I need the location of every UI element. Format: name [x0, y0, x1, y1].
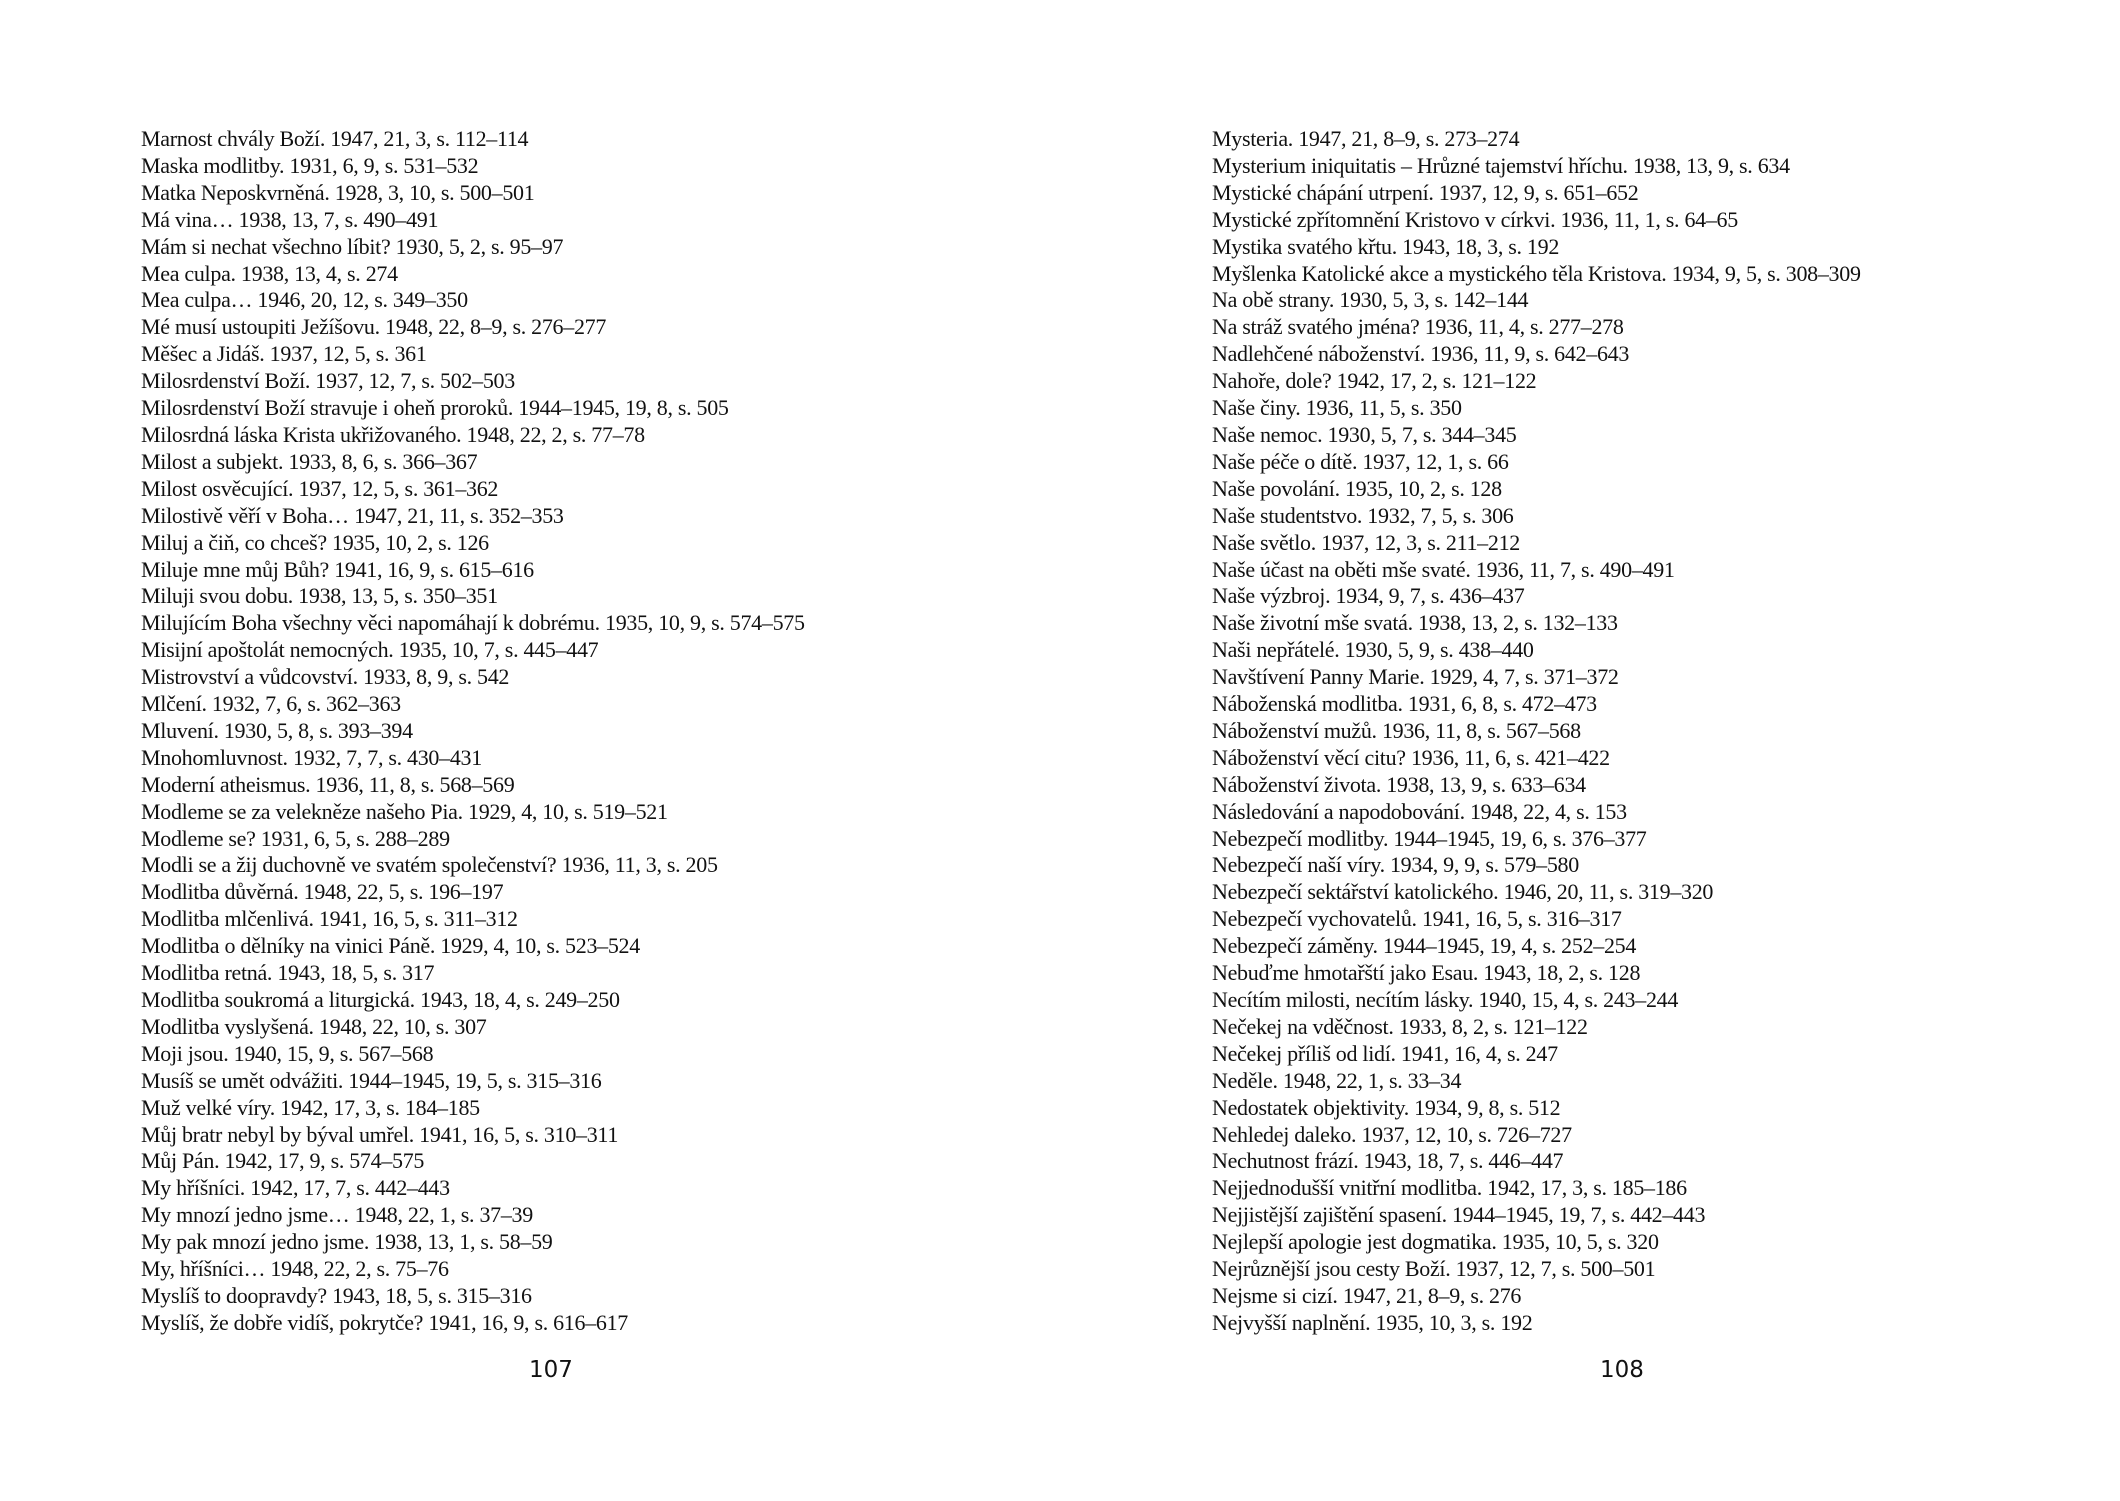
- index-entry: Modlitba soukromá a liturgická. 1943, 18, 4, s. 249–250: [141, 987, 620, 1012]
- index-entry: Myšlenka Katolické akce a mystického těla Kristova. 1934, 9, 5, s. 308–309: [1212, 260, 1861, 286]
- index-entry: Myslíš to doopravdy? 1943, 18, 5, s. 315–316: [141, 1282, 532, 1308]
- index-entry: Milostivě věří v Boha… 1947, 21, 11, s. 352–353: [141, 502, 564, 528]
- index-entry: Matka Neposkvrněná. 1928, 3, 10, s. 500–501: [141, 179, 535, 205]
- index-entry: Milosrdná láska Krista ukřižovaného. 1948, 22, 2, s. 77–78: [141, 421, 645, 447]
- index-entry: Nebezpečí modlitby. 1944–1945, 19, 6, s. 376–377: [1212, 825, 1647, 851]
- index-entry: Na stráž svatého jména? 1936, 11, 4, s. 277–278: [1212, 314, 1624, 340]
- index-entry: Následování a napodobování. 1948, 22, 4, s. 153: [1212, 798, 1627, 824]
- index-entry: Mystické zpřítomnění Kristovo v církvi. 1936, 11, 1, s. 64–65: [1212, 206, 1738, 232]
- index-entry: Můj Pán. 1942, 17, 9, s. 574–575: [141, 1148, 425, 1174]
- index-entry: Muž velké víry. 1942, 17, 3, s. 184–185: [141, 1094, 480, 1120]
- index-entry: Milosrdenství Boží stravuje i oheň proroků. 1944–1945, 19, 8, s. 505: [141, 395, 729, 421]
- index-entry: Naše nemoc. 1930, 5, 7, s. 344–345: [1212, 421, 1517, 447]
- index-entry: Mluvení. 1930, 5, 8, s. 393–394: [141, 717, 413, 743]
- index-entry: Myslíš, že dobře vidíš, pokrytče? 1941, 16, 9, s. 616–617: [141, 1309, 629, 1335]
- index-entry: Mám si nechat všechno líbit? 1930, 5, 2, s. 95–97: [141, 233, 564, 259]
- index-entry: Modleme se? 1931, 6, 5, s. 288–289: [141, 825, 450, 851]
- index-entry: Naše činy. 1936, 11, 5, s. 350: [1212, 395, 1462, 421]
- index-entry: Nečekej na vděčnost. 1933, 8, 2, s. 121–122: [1212, 1013, 1588, 1039]
- index-entry: Modlitba vyslyšená. 1948, 22, 10, s. 307: [141, 1013, 487, 1039]
- index-entry: Nechutnost frází. 1943, 18, 7, s. 446–447: [1212, 1148, 1564, 1174]
- index-entry: My mnozí jedno jsme… 1948, 22, 1, s. 37–39: [141, 1202, 533, 1228]
- left-page: [141, 126, 961, 1337]
- index-entry: Nebezpečí vychovatelů. 1941, 16, 5, s. 316–317: [1212, 906, 1622, 932]
- index-entry: Mysteria. 1947, 21, 8–9, s. 273–274: [1212, 126, 1520, 151]
- index-entry: Musíš se umět odvážiti. 1944–1945, 19, 5, s. 315–316: [141, 1067, 602, 1093]
- index-entry: Nedostatek objektivity. 1934, 9, 8, s. 512: [1212, 1094, 1561, 1120]
- index-entry: Mysterium iniquitatis – Hrůzné tajemství hříchu. 1938, 13, 9, s. 634: [1212, 152, 1790, 178]
- index-entry: Nebezpečí sektářství katolického. 1946, 20, 11, s. 319–320: [1212, 879, 1714, 905]
- index-entry: Misijní apoštolát nemocných. 1935, 10, 7, s. 445–447: [141, 637, 599, 663]
- index-entry: Nejjednodušší vnitřní modlitba. 1942, 17, 3, s. 185–186: [1212, 1175, 1687, 1201]
- index-entry: Nebezpečí naší víry. 1934, 9, 9, s. 579–580: [1212, 852, 1579, 878]
- left-page-number: 107: [529, 1357, 573, 1383]
- index-entry: Naše světlo. 1937, 12, 3, s. 211–212: [1212, 529, 1520, 555]
- index-entry: Moderní atheismus. 1936, 11, 8, s. 568–569: [141, 771, 515, 797]
- index-entry: Mlčení. 1932, 7, 6, s. 362–363: [141, 691, 401, 717]
- index-entry: Náboženství mužů. 1936, 11, 8, s. 567–568: [1212, 717, 1581, 743]
- index-entry: Nejsme si cizí. 1947, 21, 8–9, s. 276: [1212, 1282, 1522, 1308]
- index-entry: Modlitba o dělníky na vinici Páně. 1929, 4, 10, s. 523–524: [141, 933, 640, 959]
- index-entry: Nahoře, dole? 1942, 17, 2, s. 121–122: [1212, 368, 1537, 394]
- index-entry: Modlitba mlčenlivá. 1941, 16, 5, s. 311–312: [141, 906, 518, 932]
- index-entry: Naše péče o dítě. 1937, 12, 1, s. 66: [1212, 448, 1509, 474]
- index-entry: Mea culpa… 1946, 20, 12, s. 349–350: [141, 287, 468, 313]
- index-entry: Nehledej daleko. 1937, 12, 10, s. 726–727: [1212, 1121, 1572, 1147]
- index-entry: Navštívení Panny Marie. 1929, 4, 7, s. 371–372: [1212, 664, 1619, 690]
- index-entry: Nadlehčené náboženství. 1936, 11, 9, s. 642–643: [1212, 341, 1630, 367]
- index-entry: Mea culpa. 1938, 13, 4, s. 274: [141, 260, 398, 286]
- index-entry: Modlitba důvěrná. 1948, 22, 5, s. 196–197: [141, 879, 504, 905]
- index-entry: Miluje mne můj Bůh? 1941, 16, 9, s. 615–616: [141, 556, 534, 582]
- index-entry: Má vina… 1938, 13, 7, s. 490–491: [141, 206, 439, 232]
- index-entry: Náboženství života. 1938, 13, 9, s. 633–634: [1212, 771, 1586, 797]
- index-entry: Mé musí ustoupiti Ježíšovu. 1948, 22, 8–9, s. 276–277: [141, 314, 607, 340]
- index-entry: Naše účast na oběti mše svaté. 1936, 11, 7, s. 490–491: [1212, 556, 1675, 582]
- index-entry: Naše životní mše svatá. 1938, 13, 2, s. 132–133: [1212, 610, 1618, 636]
- right-page: [1212, 126, 2032, 1337]
- index-entry: Necítím milosti, necítím lásky. 1940, 15, 4, s. 243–244: [1212, 987, 1679, 1012]
- index-entry: Miluji svou dobu. 1938, 13, 5, s. 350–351: [141, 583, 498, 609]
- index-entry: Modli se a žij duchovně ve svatém společenství? 1936, 11, 3, s. 205: [141, 852, 718, 878]
- index-entry: Nejvyšší naplnění. 1935, 10, 3, s. 192: [1212, 1309, 1533, 1335]
- index-entry: Nejrůznější jsou cesty Boží. 1937, 12, 7, s. 500–501: [1212, 1256, 1656, 1282]
- index-entry: Náboženství věcí citu? 1936, 11, 6, s. 421–422: [1212, 744, 1610, 770]
- index-entry: Mnohomluvnost. 1932, 7, 7, s. 430–431: [141, 744, 482, 770]
- index-entry: Mystika svatého křtu. 1943, 18, 3, s. 192: [1212, 233, 1560, 259]
- index-entry: Měšec a Jidáš. 1937, 12, 5, s. 361: [141, 341, 427, 367]
- index-entry: My pak mnozí jedno jsme. 1938, 13, 1, s. 58–59: [141, 1229, 553, 1255]
- index-entry: Milujícím Boha všechny věci napomáhají k dobrému. 1935, 10, 9, s. 574–575: [141, 610, 805, 636]
- index-entry: Milost a subjekt. 1933, 8, 6, s. 366–367: [141, 448, 478, 474]
- index-entry: Nejlepší apologie jest dogmatika. 1935, 10, 5, s. 320: [1212, 1229, 1659, 1255]
- right-entry-list: [1212, 126, 2032, 1337]
- index-entry: Moji jsou. 1940, 15, 9, s. 567–568: [141, 1040, 434, 1066]
- index-entry: Modlitba retná. 1943, 18, 5, s. 317: [141, 960, 435, 986]
- index-entry: Nebuďme hmotařští jako Esau. 1943, 18, 2, s. 128: [1212, 960, 1641, 986]
- index-entry: Naše povolání. 1935, 10, 2, s. 128: [1212, 475, 1502, 501]
- index-entry: Mystické chápání utrpení. 1937, 12, 9, s. 651–652: [1212, 179, 1639, 205]
- index-entry: Milosrdenství Boží. 1937, 12, 7, s. 502–503: [141, 368, 515, 394]
- index-entry: Nebezpečí záměny. 1944–1945, 19, 4, s. 252–254: [1212, 933, 1637, 959]
- index-entry: My hříšníci. 1942, 17, 7, s. 442–443: [141, 1175, 450, 1201]
- index-entry: Naše studentstvo. 1932, 7, 5, s. 306: [1212, 502, 1514, 528]
- index-entry: Neděle. 1948, 22, 1, s. 33–34: [1212, 1067, 1462, 1093]
- right-page-number: 108: [1600, 1357, 1644, 1383]
- index-entry: My, hříšníci… 1948, 22, 2, s. 75–76: [141, 1256, 449, 1282]
- index-entry: Můj bratr nebyl by býval umřel. 1941, 16, 5, s. 310–311: [141, 1121, 619, 1147]
- index-entry: Náboženská modlitba. 1931, 6, 8, s. 472–473: [1212, 691, 1597, 717]
- index-entry: Na obě strany. 1930, 5, 3, s. 142–144: [1212, 287, 1529, 313]
- index-entry: Naši nepřátelé. 1930, 5, 9, s. 438–440: [1212, 637, 1534, 663]
- index-entry: Nečekej příliš od lidí. 1941, 16, 4, s. 247: [1212, 1040, 1558, 1066]
- index-entry: Miluj a čiň, co chceš? 1935, 10, 2, s. 126: [141, 529, 489, 555]
- index-entry: Modleme se za velekněze našeho Pia. 1929, 4, 10, s. 519–521: [141, 798, 668, 824]
- index-entry: Naše výzbroj. 1934, 9, 7, s. 436–437: [1212, 583, 1525, 609]
- index-entry: Milost osvěcující. 1937, 12, 5, s. 361–362: [141, 475, 499, 501]
- index-entry: Mistrovství a vůdcovství. 1933, 8, 9, s. 542: [141, 664, 510, 690]
- index-entry: Maska modlitby. 1931, 6, 9, s. 531–532: [141, 152, 479, 178]
- index-entry: Nejjistější zajištění spasení. 1944–1945, 19, 7, s. 442–443: [1212, 1202, 1706, 1228]
- left-entry-list: [141, 126, 961, 1337]
- index-entry: Marnost chvály Boží. 1947, 21, 3, s. 112–114: [141, 126, 529, 151]
